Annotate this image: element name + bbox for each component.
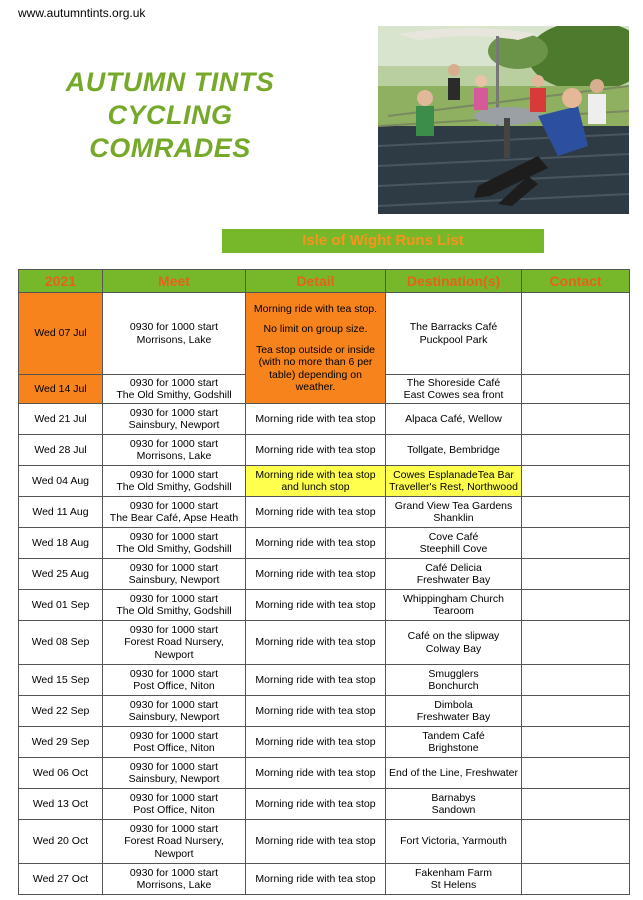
row-destination bbox=[386, 696, 522, 727]
row-meet bbox=[103, 404, 246, 435]
destination-line: Dimbola bbox=[434, 698, 473, 711]
row-destination bbox=[386, 864, 522, 895]
destination-line: End of the Line, Freshwater bbox=[389, 766, 518, 779]
row-date: Wed 07 Jul bbox=[19, 293, 103, 375]
destination-line: Steephill Cove bbox=[419, 543, 488, 555]
row-detail: Morning ride with tea stop bbox=[246, 497, 386, 528]
meet-time: 0930 for 1000 start bbox=[129, 406, 219, 419]
row-meet bbox=[103, 727, 246, 758]
table-row bbox=[19, 621, 630, 665]
row-date: Wed 04 Aug bbox=[19, 466, 103, 497]
meet-place: Newport bbox=[154, 847, 194, 860]
row-contact bbox=[522, 466, 630, 497]
table-row bbox=[19, 758, 630, 789]
table-row bbox=[19, 497, 630, 528]
meet-place: The Bear Café, Apse Heath bbox=[109, 512, 239, 524]
destination-line: Whippingham Church bbox=[403, 592, 504, 605]
row-contact bbox=[522, 497, 630, 528]
table-row bbox=[19, 665, 630, 696]
destination-line: Grand View Tea Gardens bbox=[394, 499, 513, 512]
row-destination bbox=[386, 497, 522, 528]
detail-line: Morning ride with tea stop. bbox=[253, 302, 378, 315]
row-meet bbox=[103, 665, 246, 696]
row-date: Wed 25 Aug bbox=[19, 559, 103, 590]
meet-time: 0930 for 1000 start bbox=[129, 468, 219, 481]
meet-place: Forest Road Nursery, bbox=[124, 835, 224, 848]
destination-line: Sandown bbox=[431, 804, 476, 816]
row-detail: Morning ride with tea stop bbox=[246, 404, 386, 435]
row-meet bbox=[103, 789, 246, 820]
table-row bbox=[19, 466, 630, 497]
row-contact bbox=[522, 559, 630, 590]
row-date: Wed 21 Jul bbox=[19, 404, 103, 435]
row-destination bbox=[386, 435, 522, 466]
row-date: Wed 08 Sep bbox=[19, 621, 103, 665]
table-row bbox=[19, 820, 630, 864]
row-detail: Morning ride with tea stop bbox=[246, 590, 386, 621]
row-contact bbox=[522, 789, 630, 820]
meet-time: 0930 for 1000 start bbox=[129, 760, 219, 773]
row-detail: Morning ride with tea stop bbox=[246, 727, 386, 758]
meet-place: Sainsbury, Newport bbox=[128, 711, 220, 723]
row-detail: Morning ride with tea stop bbox=[246, 621, 386, 665]
row-date: Wed 14 Jul bbox=[19, 375, 103, 404]
table-row bbox=[19, 404, 630, 435]
row-detail: Morning ride with tea stop bbox=[246, 435, 386, 466]
meet-place: Sainsbury, Newport bbox=[128, 773, 220, 785]
site-url: www.autumntints.org.uk bbox=[18, 6, 146, 20]
table-row bbox=[19, 789, 630, 820]
org-title-line-3: COMRADES bbox=[89, 133, 251, 163]
row-meet bbox=[103, 293, 246, 375]
row-contact bbox=[522, 758, 630, 789]
row-detail: Morning ride with tea stop bbox=[246, 528, 386, 559]
meet-place: Morrisons, Lake bbox=[136, 879, 212, 891]
row-contact bbox=[522, 864, 630, 895]
destination-line: Puckpool Park bbox=[419, 333, 488, 346]
meet-time: 0930 for 1000 start bbox=[129, 791, 219, 804]
row-detail: Morning ride with tea stop bbox=[246, 665, 386, 696]
row-date: Wed 11 Aug bbox=[19, 497, 103, 528]
destination-line: Bonchurch bbox=[428, 680, 479, 692]
header-destination: Destination(s) bbox=[386, 270, 522, 293]
row-date: Wed 29 Sep bbox=[19, 727, 103, 758]
row-meet bbox=[103, 820, 246, 864]
meet-time: 0930 for 1000 start bbox=[129, 866, 219, 879]
row-date: Wed 15 Sep bbox=[19, 665, 103, 696]
meet-time: 0930 for 1000 start bbox=[129, 822, 219, 835]
destination-line: East Cowes sea front bbox=[403, 389, 504, 401]
row-destination bbox=[386, 293, 522, 375]
row-destination bbox=[386, 789, 522, 820]
row-detail-highlight: Morning ride with tea stop and lunch stop bbox=[246, 466, 386, 497]
row-meet bbox=[103, 528, 246, 559]
row-destination bbox=[386, 727, 522, 758]
destination-line: The Barracks Café bbox=[409, 321, 498, 333]
meet-place: Post Office, Niton bbox=[133, 742, 215, 754]
row-date: Wed 27 Oct bbox=[19, 864, 103, 895]
destination-line: Fort Victoria, Yarmouth bbox=[400, 835, 507, 848]
meet-place: Post Office, Niton bbox=[133, 804, 215, 816]
org-title-line-1: AUTUMN TINTS bbox=[65, 67, 275, 97]
destination-line: Brighstone bbox=[428, 742, 479, 754]
destination-line: Freshwater Bay bbox=[416, 711, 491, 723]
row-meet bbox=[103, 696, 246, 727]
row-destination bbox=[386, 590, 522, 621]
detail-line: No limit on group size. bbox=[263, 323, 368, 335]
meet-place: The Old Smithy, Godshill bbox=[116, 543, 232, 555]
destination-line: Traveller's Rest, Northwood bbox=[389, 481, 518, 493]
destination-line: Smugglers bbox=[428, 667, 479, 680]
destination-line: Barnabys bbox=[431, 791, 476, 804]
meet-place: Morrisons, Lake bbox=[136, 450, 212, 462]
meet-place: Morrisons, Lake bbox=[136, 333, 212, 346]
group-of-cyclists-photo bbox=[378, 26, 629, 214]
row-date: Wed 18 Aug bbox=[19, 528, 103, 559]
header-detail: Detail bbox=[246, 270, 386, 293]
row-contact bbox=[522, 621, 630, 665]
meet-time: 0930 for 1000 start bbox=[129, 437, 219, 450]
table-row bbox=[19, 559, 630, 590]
meet-place: Forest Road Nursery, bbox=[124, 636, 224, 649]
row-date: Wed 13 Oct bbox=[19, 789, 103, 820]
row-destination bbox=[386, 820, 522, 864]
row-meet bbox=[103, 590, 246, 621]
row-contact bbox=[522, 435, 630, 466]
destination-line: Café Delicia bbox=[425, 561, 482, 574]
row-destination bbox=[386, 665, 522, 696]
row-meet bbox=[103, 621, 246, 665]
table-row bbox=[19, 696, 630, 727]
row-contact bbox=[522, 528, 630, 559]
row-contact bbox=[522, 375, 630, 404]
row-destination bbox=[386, 559, 522, 590]
row-destination-highlight bbox=[386, 466, 522, 497]
meet-time: 0930 for 1000 start bbox=[129, 623, 219, 636]
destination-line: Tandem Café bbox=[422, 729, 485, 742]
row-destination bbox=[386, 404, 522, 435]
row-contact bbox=[522, 820, 630, 864]
row-destination bbox=[386, 375, 522, 404]
table-row bbox=[19, 293, 630, 375]
table-row bbox=[19, 727, 630, 758]
runs-list-banner: Isle of Wight Runs List bbox=[222, 229, 544, 253]
row-date: Wed 06 Oct bbox=[19, 758, 103, 789]
runs-table bbox=[18, 269, 630, 895]
destination-line: Alpaca Café, Wellow bbox=[405, 412, 502, 425]
row-meet bbox=[103, 864, 246, 895]
destination-line: The Shoreside Café bbox=[406, 376, 501, 389]
row-detail: Morning ride with tea stop bbox=[246, 820, 386, 864]
row-contact bbox=[522, 696, 630, 727]
meet-place: The Old Smithy, Godshill bbox=[116, 389, 232, 401]
row-destination bbox=[386, 758, 522, 789]
row-date: Wed 01 Sep bbox=[19, 590, 103, 621]
row-destination bbox=[386, 621, 522, 665]
row-meet bbox=[103, 497, 246, 528]
destination-line: Colway Bay bbox=[425, 642, 482, 655]
meet-time: 0930 for 1000 start bbox=[129, 376, 219, 389]
header-contact: Contact bbox=[522, 270, 630, 293]
destination-line: Fakenham Farm bbox=[414, 866, 493, 879]
row-date: Wed 28 Jul bbox=[19, 435, 103, 466]
row-detail-special bbox=[246, 293, 386, 404]
row-detail: Morning ride with tea stop bbox=[246, 559, 386, 590]
meet-place: Post Office, Niton bbox=[133, 680, 215, 692]
row-contact bbox=[522, 665, 630, 696]
meet-place: Newport bbox=[154, 648, 194, 661]
table-row bbox=[19, 435, 630, 466]
row-date: Wed 22 Sep bbox=[19, 696, 103, 727]
row-meet bbox=[103, 375, 246, 404]
destination-line: Café on the slipway bbox=[407, 630, 500, 642]
meet-place: The Old Smithy, Godshill bbox=[116, 481, 232, 493]
row-meet bbox=[103, 466, 246, 497]
meet-time: 0930 for 1000 start bbox=[129, 698, 219, 711]
destination-line: Tollgate, Bembridge bbox=[407, 443, 500, 456]
meet-time: 0930 for 1000 start bbox=[129, 561, 219, 574]
meet-time: 0930 for 1000 start bbox=[129, 321, 219, 333]
table-header-row bbox=[19, 270, 630, 293]
header-meet: Meet bbox=[103, 270, 246, 293]
destination-line: Cowes EsplanadeTea Bar bbox=[393, 468, 514, 481]
row-date: Wed 20 Oct bbox=[19, 820, 103, 864]
meet-time: 0930 for 1000 start bbox=[129, 530, 219, 543]
header-year: 2021 bbox=[19, 270, 103, 293]
destination-line: Freshwater Bay bbox=[416, 574, 491, 586]
row-detail: Morning ride with tea stop bbox=[246, 758, 386, 789]
meet-time: 0930 for 1000 start bbox=[129, 667, 219, 680]
destination-line: St Helens bbox=[430, 879, 477, 891]
org-title-line-2: CYCLING bbox=[107, 100, 233, 130]
destination-line: Shanklin bbox=[433, 512, 474, 524]
row-contact bbox=[522, 293, 630, 375]
meet-place: Sainsbury, Newport bbox=[128, 419, 220, 431]
row-detail: Morning ride with tea stop bbox=[246, 864, 386, 895]
row-meet bbox=[103, 435, 246, 466]
meet-time: 0930 for 1000 start bbox=[129, 729, 219, 742]
table-row bbox=[19, 590, 630, 621]
row-contact bbox=[522, 727, 630, 758]
meet-place: The Old Smithy, Godshill bbox=[116, 605, 232, 617]
row-contact bbox=[522, 404, 630, 435]
destination-line: Cove Café bbox=[428, 530, 479, 543]
meet-time: 0930 for 1000 start bbox=[129, 499, 219, 512]
table-row bbox=[19, 528, 630, 559]
destination-line: Tearoom bbox=[433, 605, 474, 617]
org-title bbox=[40, 66, 300, 165]
meet-place: Sainsbury, Newport bbox=[128, 574, 220, 586]
row-detail: Morning ride with tea stop bbox=[246, 789, 386, 820]
row-detail: Morning ride with tea stop bbox=[246, 696, 386, 727]
row-contact bbox=[522, 590, 630, 621]
row-meet bbox=[103, 758, 246, 789]
row-meet bbox=[103, 559, 246, 590]
meet-time: 0930 for 1000 start bbox=[129, 592, 219, 605]
table-row bbox=[19, 864, 630, 895]
detail-line: Tea stop outside or inside (with no more than 6 per table) depending on weather. bbox=[255, 343, 376, 393]
row-destination bbox=[386, 528, 522, 559]
